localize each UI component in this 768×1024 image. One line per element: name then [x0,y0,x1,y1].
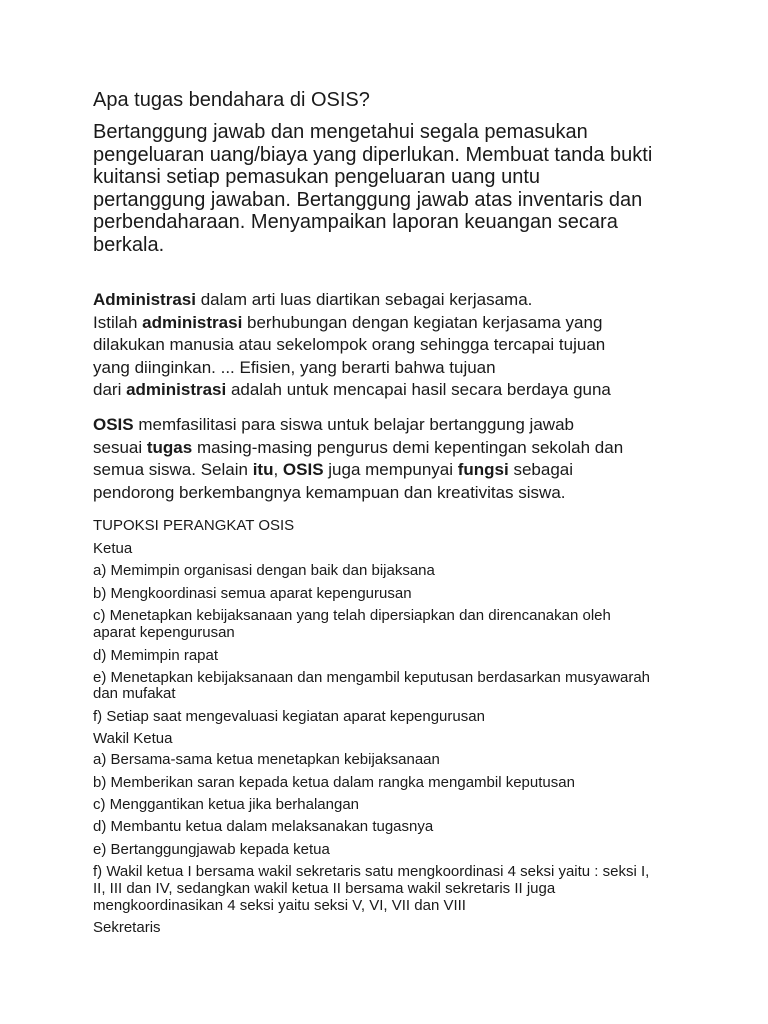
text-run: dalam arti luas diartikan sebagai kerjasama. [195,290,533,309]
text-run: sebagai [508,460,574,479]
answer-line: pertanggung jawaban. Bertanggung jawab atas inventaris dan [93,188,643,211]
text-run: semua siswa. Selain [93,460,253,479]
ketua-item: dan mufakat [93,685,176,702]
bold-term: OSIS [282,460,324,479]
bold-term: tugas [146,437,193,457]
answer-paragraph [93,121,683,256]
paragraph-line: yang diinginkan. ... Efisien, yang berarti bahwa tujuan [93,357,496,377]
ketua-item: c) Menetapkan kebijaksanaan yang telah dipersiapkan dan direncanakan oleh [93,607,611,624]
wakil-ketua-title: Wakil Ketua [93,730,173,747]
answer-line: pengeluaran uang/biaya yang diperlukan. Membuat tanda bukti [93,143,653,166]
sekretaris-title: Sekretaris [93,919,161,936]
paragraph-line [93,437,683,460]
paragraph-line [93,379,683,402]
wakil-ketua-item: II, III dan IV, sedangkan wakil ketua II bersama wakil sekretaris II juga [93,880,556,897]
wakil-ketua-item: b) Memberikan saran kepada ketua dalam rangka mengambil keputusan [93,774,575,791]
wakil-ketua-item: f) Wakil ketua I bersama wakil sekretaris satu mengkoordinasi 4 seksi yaitu : seksi I, [93,863,650,880]
paragraph-line: pendorong berkembangnya kemampuan dan kreativitas siswa. [93,482,566,502]
bold-term: administrasi [142,312,243,332]
wakil-ketua-item: e) Bertanggungjawab kepada ketua [93,841,330,858]
paragraph-line [93,312,683,335]
ketua-item: f) Setiap saat mengevaluasi kegiatan aparat kepengurusan [93,708,485,725]
answer-line: Bertanggung jawab dan mengetahui segala pemasukan [93,121,588,143]
ketua-item: d) Memimpin rapat [93,647,219,664]
answer-line: kuitansi setiap pemasukan pengeluaran uang untu [93,166,540,188]
paragraph-line [93,414,683,437]
wakil-ketua-item: c) Menggantikan ketua jika berhalangan [93,796,360,813]
paragraph-line: dilakukan manusia atau sekelompok orang sehingga tercapai tujuan [93,335,606,354]
ketua-item: b) Mengkoordinasi semua aparat kepengurusan [93,585,412,602]
wakil-ketua-item: mengkoordinasikan 4 seksi yaitu seksi V, VI, VII dan VIII [93,897,466,914]
text-run: , [273,460,283,479]
text-run: adalah untuk mencapai hasil secara berdaya guna [226,380,611,399]
question-heading: Apa tugas bendahara di OSIS? [93,89,370,111]
administrasi-paragraph [93,289,683,402]
paragraph-line [93,289,683,312]
text-run: juga mempunyai [323,460,458,479]
tupoksi-heading: TUPOKSI PERANGKAT OSIS [93,517,295,534]
answer-line: perbendaharaan. Menyampaikan laporan keuangan secara [93,211,618,233]
ketua-item: e) Menetapkan kebijaksanaan dan mengambil keputusan berdasarkan musyawarah [93,669,651,686]
text-run: dari [93,380,127,399]
wakil-ketua-item: d) Membantu ketua dalam melaksanakan tugasnya [93,818,434,835]
wakil-ketua-item: a) Bersama-sama ketua menetapkan kebijaksanaan [93,751,440,768]
text-run: memfasilitasi para siswa untuk belajar bertanggung jawab [133,415,574,434]
ketua-title: Ketua [93,540,133,557]
paragraph-line [93,459,683,482]
text-run: masing-masing pengurus demi kepentingan sekolah dan [192,437,624,457]
bold-term: administrasi [126,380,227,399]
bold-term: fungsi [457,460,509,479]
ketua-item: a) Memimpin organisasi dengan baik dan bijaksana [93,562,435,579]
osis-paragraph [93,414,683,504]
text-run: berhubungan dengan kegiatan kerjasama yang [242,312,603,332]
ketua-item: aparat kepengurusan [93,624,235,641]
text-run: Istilah [93,312,143,332]
answer-line: berkala. [93,233,165,256]
bold-term: Administrasi [93,290,196,309]
bold-term: OSIS [93,415,134,434]
bold-term: itu [252,460,274,479]
text-run: sesuai [93,437,147,457]
